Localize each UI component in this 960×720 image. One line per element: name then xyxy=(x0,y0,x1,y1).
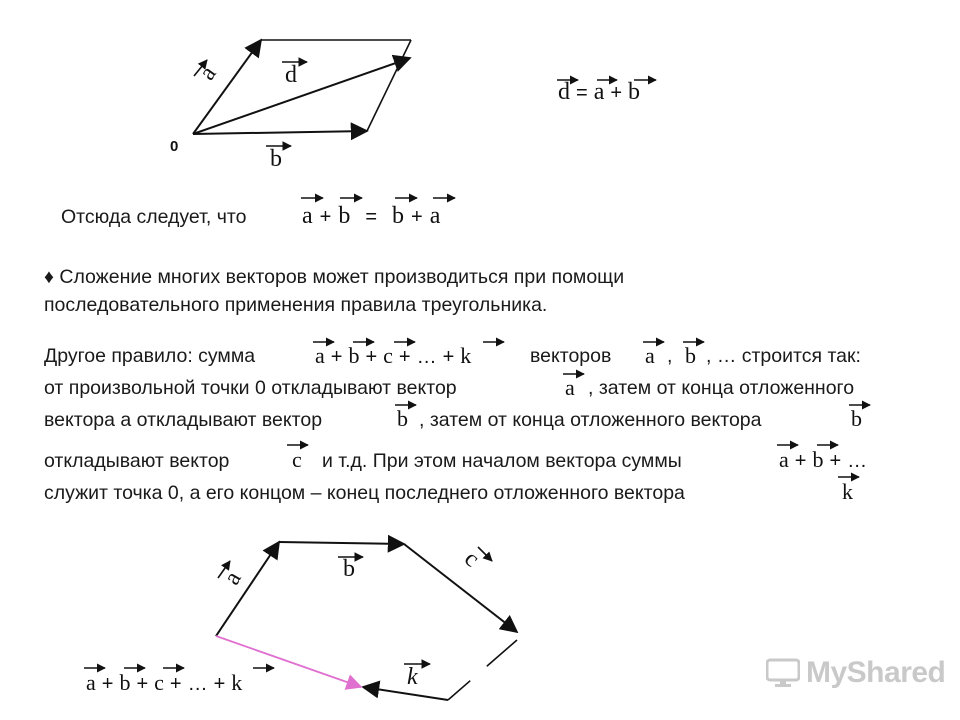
sum3-plus: + xyxy=(136,673,149,695)
bottom-vector-k-arrow xyxy=(363,687,448,700)
paragraph1-line1: ♦ Сложение многих векторов может производиться при помощи xyxy=(44,266,625,288)
formula-overarrows xyxy=(84,80,870,668)
comm-plus2: + xyxy=(411,206,423,228)
sum2-plus: + xyxy=(829,450,842,472)
comm-b1: b xyxy=(338,203,351,229)
comm-plus1: + xyxy=(319,206,332,228)
label-vector-b: b xyxy=(270,146,282,172)
formula-d-eq: = xyxy=(576,82,588,104)
comm-b2: b xyxy=(392,203,405,229)
p2-line5-pre: служит точка 0, а его концом – конец последнего отложенного вектора xyxy=(44,482,685,504)
commutative-formula xyxy=(302,203,440,230)
sum1-a: a xyxy=(315,343,325,368)
origin-label: 0 xyxy=(170,138,179,155)
sum1-plus: + xyxy=(398,346,411,368)
sum3-k: k xyxy=(231,670,243,695)
bottom-label-k: k xyxy=(407,664,418,690)
formula-d-sum xyxy=(558,79,640,106)
watermark xyxy=(766,656,945,690)
sum3-plus: + xyxy=(169,673,182,695)
p2-line2-pre: от произвольной точки 0 откладывают вектор xyxy=(44,377,457,399)
commutative-text: Отсюда следует, что xyxy=(61,206,247,228)
sum2-b: b xyxy=(812,447,824,472)
sum2-plus: + xyxy=(794,450,807,472)
formula-d-b: b xyxy=(628,79,641,105)
sum3-ellipsis: … xyxy=(187,673,208,695)
p2-line4-mid: и т.д. При этом началом вектора суммы xyxy=(322,450,682,472)
label-vector-d: d xyxy=(285,62,297,88)
p2-line1-sum xyxy=(315,343,471,369)
sum3-plus: + xyxy=(213,673,226,695)
formula-d-a: a xyxy=(593,79,605,105)
label-vector-a: a xyxy=(194,61,222,86)
p2-line1-mid: векторов xyxy=(530,345,612,367)
p2-line1-comma: , xyxy=(667,345,673,367)
bottom-dashed-segment xyxy=(448,640,517,700)
p2-line1-b: b xyxy=(685,343,696,368)
bottom-label-a: a xyxy=(218,567,247,590)
sum1-plus: + xyxy=(330,346,343,368)
sum3-b: b xyxy=(119,670,131,695)
bottom-vector-b-arrow xyxy=(279,542,404,544)
parallelogram-figure xyxy=(193,40,411,146)
p2-line2-a: a xyxy=(565,375,575,400)
sum1-b: b xyxy=(348,343,360,368)
vector-b-arrow xyxy=(193,131,367,134)
sum3-a: a xyxy=(86,670,96,695)
p2-line4-pre: откладывают вектор xyxy=(44,450,230,472)
p2-line5-k: k xyxy=(842,479,853,504)
comm-eq: = xyxy=(365,206,378,228)
sum1-c: c xyxy=(383,343,393,368)
p2-line3-pre: вектора а откладывают вектор xyxy=(44,409,323,431)
p2-line3-b: b xyxy=(397,406,408,431)
comm-a1: a xyxy=(302,203,313,229)
sum1-plus: + xyxy=(365,346,378,368)
p2-line1-pre: Другое правило: сумма xyxy=(44,345,256,367)
bottom-vector-a-arrow xyxy=(216,542,279,636)
sum3-plus: + xyxy=(101,673,114,695)
bottom-sum-formula xyxy=(86,670,242,696)
bottom-label-b: b xyxy=(343,556,355,582)
paragraph1-line2: последовательного применения правила треугольника. xyxy=(44,294,548,316)
formula-d: d xyxy=(558,79,570,105)
sum1-ellipsis: … xyxy=(416,346,437,368)
p2-line4-sum xyxy=(779,447,867,473)
sum2-a: a xyxy=(779,447,789,472)
p2-line3-mid: , затем от конца отложенного вектора xyxy=(419,409,762,431)
sum1-plus: + xyxy=(442,346,455,368)
bottom-vector-c-arrow xyxy=(404,544,517,632)
parallelogram-right-side xyxy=(367,40,411,131)
p2-line4-c: c xyxy=(292,447,302,472)
watermark-text: MyShared xyxy=(806,656,946,689)
p2-line3-b2: b xyxy=(851,406,862,431)
sum3-c: c xyxy=(154,670,164,695)
formula-d-plus: + xyxy=(610,82,623,104)
vector-a-arrow xyxy=(193,40,261,134)
p2-line2-end: , затем от конца отложенного xyxy=(588,377,855,399)
p2-line1-end: , … строится так: xyxy=(706,345,861,367)
vector-d-arrow xyxy=(193,58,410,134)
p2-line1-a: a xyxy=(645,343,655,368)
comm-a2: a xyxy=(429,203,441,229)
sum2-ellipsis: … xyxy=(847,450,868,472)
bottom-label-c: c xyxy=(459,545,485,573)
myshared-logo-icon xyxy=(766,658,800,688)
sum1-k: k xyxy=(460,343,472,368)
